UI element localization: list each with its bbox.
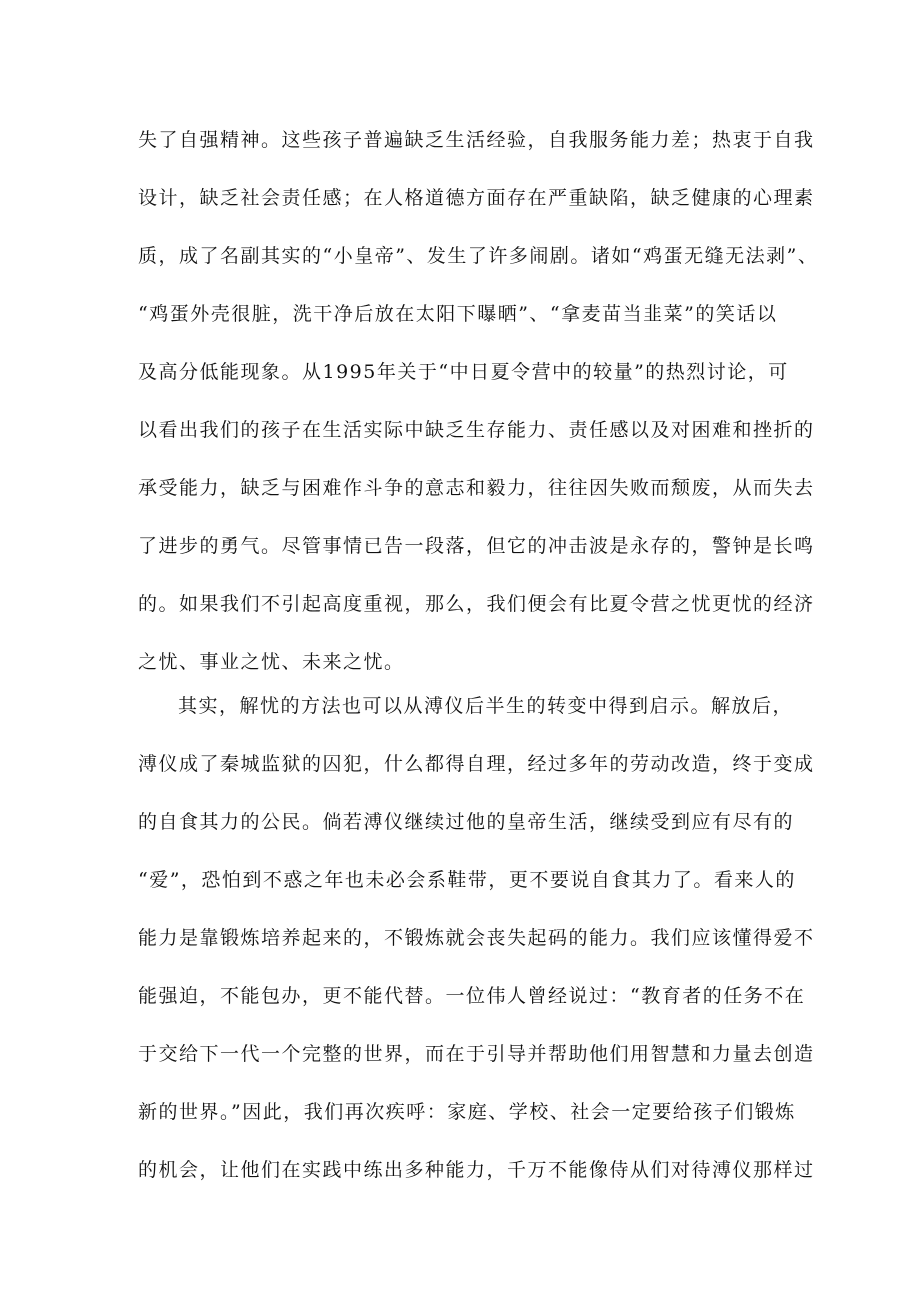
text-line: “爱”，恐怕到不惑之年也未必会系鞋带，更不要说自食其力了。看来人的 <box>138 869 796 891</box>
text-line: 了进步的勇气。尽管事情已告一段落，但它的冲击波是永存的，警钟是长鸣 <box>138 535 815 557</box>
text-line: 及高分低能现象。从1995年关于“中日夏令营中的较量”的热烈讨论，可 <box>138 361 789 383</box>
text-line: 新的世界。”因此，我们再次疾呼：家庭、学校、社会一定要给孩子们锻炼 <box>138 1101 796 1123</box>
text-line: 其实，解忧的方法也可以从溥仪后半生的转变中得到启示。解放后， <box>178 695 794 717</box>
text-line: 之忧、事业之忧、未来之忧。 <box>138 651 405 673</box>
text-line: 失了自强精神。这些孩子普遍缺乏生活经验，自我服务能力差；热衷于自我 <box>138 129 815 151</box>
text-line: “鸡蛋外壳很脏，洗干净后放在太阳下曝晒”、“拿麦苗当韭菜”的笑话以 <box>138 303 778 325</box>
text-line: 溥仪成了秦城监狱的囚犯，什么都得自理，经过多年的劳动改造，终于变成 <box>138 753 815 775</box>
text-line: 的自食其力的公民。倘若溥仪继续过他的皇帝生活，继续受到应有尽有的 <box>138 811 795 833</box>
text-line: 于交给下一代一个完整的世界，而在于引导并帮助他们用智慧和力量去创造 <box>138 1043 815 1065</box>
text-line: 能力是靠锻炼培养起来的，不锻炼就会丧失起码的能力。我们应该懂得爱不 <box>138 927 815 949</box>
text-line: 质，成了名副其实的“小皇帝”、发生了许多闹剧。诸如“鸡蛋无缝无法剥”、 <box>138 245 819 267</box>
text-line: 能强迫，不能包办，更不能代替。一位伟人曾经说过：“教育者的任务不在 <box>138 985 806 1007</box>
text-line: 以看出我们的孩子在生活实际中缺乏生存能力、责任感以及对困难和挫折的 <box>138 419 815 441</box>
text-line: 的。如果我们不引起高度重视，那么，我们便会有比夏令营之忧更忧的经济 <box>138 593 815 615</box>
text-line: 的机会，让他们在实践中练出多种能力，千万不能像侍从们对待溥仪那样过 <box>138 1159 815 1181</box>
text-line: 设计，缺乏社会责任感；在人格道德方面存在严重缺陷，缺乏健康的心理素 <box>138 187 815 209</box>
text-line: 承受能力，缺乏与困难作斗争的意志和毅力，往往因失败而颓废，从而失去 <box>138 477 815 499</box>
